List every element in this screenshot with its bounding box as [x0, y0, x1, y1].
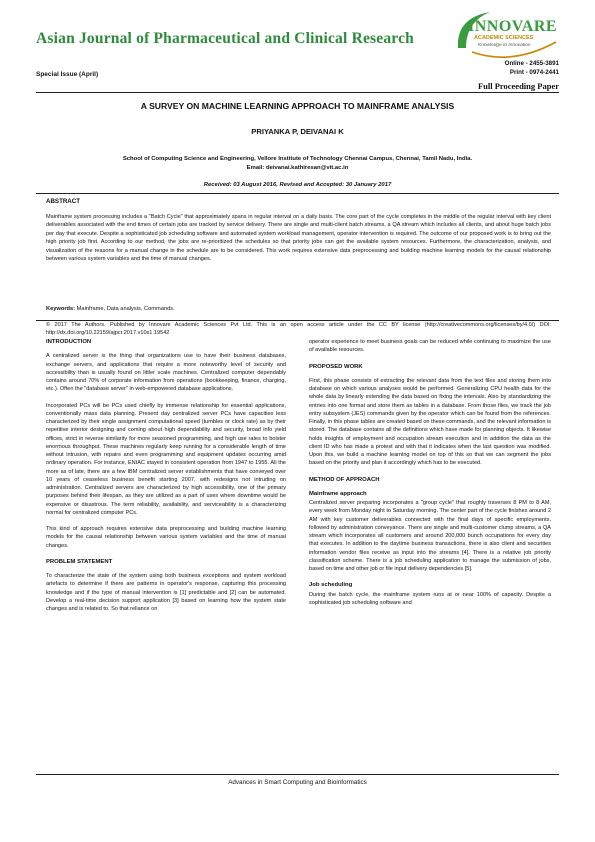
right-column — [309, 338, 551, 615]
issn-print: Print - 0974-2441 — [509, 68, 559, 76]
introduction-paragraph: Incorporated PCs will be PCs used chiefly by immense relationship for essential applications, conventionally mass data planning. Present day centralized server PCs have capacities less characterized by their single assignment computational speed (tumbles or clock rate) as by their repetitive interior designing and coming about high dependability and security, broad info yield offices, strict in reverse similarity for more seasoned programming, and high use rates to bolster enormous throughput. These machines regularly keep running for a considerable length of time without intrusion, with repairs and even programming and equipment updates occurring amid ordinary operation. For instance, ENIAC stayed in consistent operation from 1947 to 1955. All the more as of late, there are a few IBM centralized server establishments that have conveyed over 10 years of ceaseless business benefit starting 2007, with redesigns not intruding on administration. Centralized servers are characterized by high accessibility, one of the primary purposes behind their lifespan, as they are utilized as a part of uses where downtime would be expensive or disastrous. The term reliability, availability, and serviceability is a characterizing normal for centralized computer PCs. — [46, 402, 286, 516]
logo-brand: INNOVARE — [468, 18, 558, 35]
abstract-body: Mainframe system processing includes a "Batch Cycle" that approximately spans in regular interval on a daily basis. The core part of the cycle completes in the middle of the regular interval with key client deliverables associated with the end times of certain jobs are tracked by service delivery. There are single and multi-client batch streams, a QA stream which includes all clients, and about huge batch jobs per day that execute. Despite a sophisticated job scheduling software and automated system workload management, operator intervention is required. The outcome of our proposed work is to bring out the high priority job first. According to our method, the jobs are re-prioritized the schedules so that priority jobs can get the available system resources. Furthermore, the characterization, analysis, and visualization of the reasons for a manual change in the schedule are to be considered. This work requires extensive data preprocessing and building machine learning models for the causal relationship between various system variables and the time of manual changes. — [46, 214, 551, 263]
copyright-notice: © 2017 The Authors. Published by Innovare Academic Sciences Pvt Ltd. This is an open access article under the CC BY license (http://creativecommons.org/licenses/by/4.0/) DOI: http://dx.doi.org/10.22159/ajpcr.2017.v10s1.19542 — [46, 322, 551, 337]
proposed-work-heading: PROPOSED WORK — [309, 363, 363, 370]
abstract-heading: ABSTRACT — [46, 198, 81, 205]
affiliation-block — [36, 155, 559, 173]
keywords-text: Mainframe, Data analysis, Commands. — [76, 306, 175, 312]
introduction-paragraph: This kind of approach requires extensive data preprocessing and building machine learning models for the causal relationship between various system variables and the time of manual changes. — [46, 526, 286, 549]
footer-rule — [36, 774, 559, 775]
problem-statement-heading: PROBLEM STATEMENT — [46, 558, 113, 565]
issn-online: Online - 2455-3891 — [504, 60, 559, 67]
paper-title: A SURVEY ON MACHINE LEARNING APPROACH TO MAINFRAME ANALYSIS — [140, 101, 455, 111]
introduction-paragraph: A centralized server is the thing that organizations use to have their business databases, exchange servers, and applications that require a more noteworthy level of security and accessibility than is usually found on littler scale machines. Centralized computer dependably contains around 70% of corporate information from operations (bookkeeping, finance, charging, etc.). Often the "database server" in web-empowered database applications. — [46, 353, 286, 393]
keywords — [46, 306, 175, 312]
affiliation: School of Computing Science and Engineering, Vellore Institute of Technology Chennai Campus, Chennai, Tamil Nadu, India. — [122, 156, 473, 162]
logo-tagline: Knowledge to Innovation — [478, 43, 531, 48]
header-rule — [36, 92, 559, 93]
job-scheduling-heading: Job scheduling — [309, 582, 353, 589]
special-issue: Special Issue (April) — [36, 71, 99, 78]
paper-type: Full Proceeding Paper — [477, 81, 559, 91]
issn-block — [505, 60, 559, 77]
received-dates: Received: 03 August 2016, Revised and Accepted: 30 January 2017 — [203, 182, 392, 188]
journal-title: Asian Journal of Pharmaceutical and Clinical Research — [36, 30, 414, 47]
continued-paragraph: operator experience to meet business goals can be reduced while continuing to maximize the use of available resources. — [309, 339, 551, 354]
problem-statement-paragraph: To characterize the state of the system using both business exceptions and system workload artefacts to determine if there are patterns in operator's response, capturing this processing knowledge and if the type of manual intervention is [1] predictable and [2] can be automated. Develop a real-time decision support application [3] based on learning how the system state changes and is related to. So that reliance on — [46, 573, 286, 612]
author-email: Email: deivanai.kathiresan@vit.ac.in — [246, 164, 349, 171]
left-column — [46, 338, 286, 621]
footer-text: Advances in Smart Computing and Bioinformatics — [228, 779, 367, 786]
method-heading: METHOD OF APPROACH — [309, 476, 380, 483]
job-scheduling-paragraph: During the batch cycle, the mainframe system runs at or near 100% of capacity. Despite a sophisticated job scheduling software and — [309, 591, 551, 606]
proposed-work-paragraph: First, this phase consists of extracting the relevant data from the text files and storing them into database on which various analyses would be performed. Generalizing CPU health data for the whole data by linearly extending the data based on fixing the intervals. Also by standardizing the entries into one format and store them as tables in a database. From those files, we track the job entry subsystem (JES) commands given by the operator which can be found from the references. Finally, in this phase tables are created based on these commands, and the relevant information is stored. The database contains all the definitions which have made for planning objects. It likewise holds insights of employment and occupation stream execution and in addition the data as the client ID who has made a protest and with that it indicates when the last question was modified. Upon this, we build a machine learning model on top of this so that we can segment the jobs based on the priority and plan it accordingly which has to be executed. — [309, 377, 551, 467]
paper-authors: PRIYANKA P, DEIVANAI K — [251, 127, 344, 136]
mainframe-approach-paragraph: Centralized server preparing incorporates a "group cycle" that roughly traverses 8 PM to 8 AM, every week from Monday night to Saturday morning. The center part of the cycle finishes around 2 AM with key customer deliverables connected with the final days of specific employments, followed by administration conveyance. There are single and multi-customer clump streams, a QA stream which incorporates all customers and around 200,000 bunch occupations for every day that executes. In addition to the daytime business transactions, there is also client and securities information vendor files receive as input into the streams [4]. There is a relative job priority classification scheme. There is a job scheduling application to manage the submission of jobs, based on time and other job or file input delivery dependencies [5]. — [309, 500, 551, 572]
keywords-label: Keywords: — [46, 306, 76, 312]
mainframe-approach-heading: Mainframe approach — [309, 490, 367, 497]
logo-subtitle: ACADEMIC SCIENCES — [474, 35, 534, 41]
innovare-logo — [452, 8, 564, 68]
introduction-heading: INTRODUCTION — [46, 339, 92, 345]
